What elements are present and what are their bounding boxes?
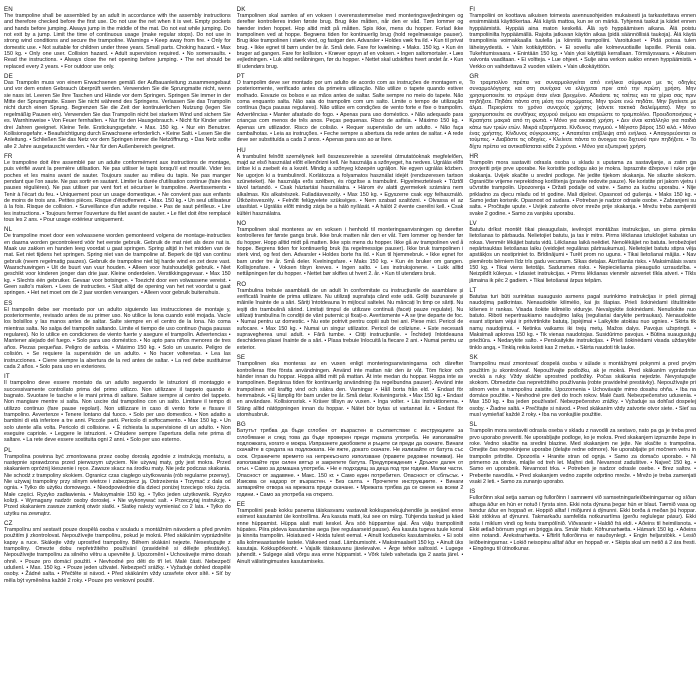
language-text: Batutu drīkst montēt tikai pieaugušais, ievērojot montāžas instrukcijas, un pirms pirmās lietošanas to pārbauda. Nelietojiet batutu, ja tas ir mitrs. Pirms lēkšanas iztukšojiet kabatas un rokas. Vienmēr lēkājiet batuta vidū. Lēkšanas laikā neēdiet. Nenolēkājiet no batuta. Ierobežojiet nepārtrauktas lietošanas laiku (veidojiet regulāras pārtraukumus). Nelietojiet batutu stipra vēja apstākļos un nostipriniet to. Brīdinājumi • Turēt prom no uguns. • Tikai lietošanai mājās. • Nav piemērots bērniem līdz trīs gadu vecumam. Sīkas detaļas. Aizrīšanās risks. • Maksimālais svars 150 kg. • Tikai viens lietotājs. Sadursmes risks. • Nepieciešama pieaugušo uzraudzība. • Neizpildīt kūleņus. • Izlasiet instrukcijas. • Pirms lēkšanas vienmēr aizveriet tīkla atveri. • Tīkls jāmaina ik pēc 2 gadiem. • Tikai lietošanai ārpus telpām. — [469, 226, 697, 284]
language-block — [237, 354, 464, 418]
language-code: SL — [469, 421, 478, 429]
language-code: IT — [4, 373, 10, 381]
language-text: Le trampoline doit être assemblé par un adulte conformément aux instructions de montage, puis vérifié avant la première utilisation. Ne pas utiliser le tapis lorsqu'il est mouillé. Vider les poches et les mains avant de sauter. Toujours sauter au milieu du tapis. Ne pas manger pendant que l'on saute. Ne pas sortir en sautant. Limiter la durée d'utilisation continue (faire des pauses régulières). Ne pas utiliser par vent fort et sécuriser le trampoline. Avertissements • Tenir à l'écart du feu. • Uniquement pour un usage domestique. • Ne convient pas aux enfants de moins de trois ans. Petites pièces. Risque d'étouffement. • Max. 150 kg. • Un seul utilisateur à la fois. Risque de collision. • Surveillance d'un adulte requise. • Pas de saut périlleux. • Lire les instructions. • Toujours fermer l'ouverture du filet avant de sauter. • Le filet doit être remplacé tous les 2 ans. • Pour usage extérieur uniquement. — [4, 159, 231, 223]
language-code: NL — [4, 226, 13, 234]
language-block — [4, 373, 231, 443]
language-code: BG — [236, 421, 246, 429]
language-text: Das Trampolin muss von einem Erwachsenen gemäß der Aufbauanleitung zusammengebaut und vor dem ersten Gebrauch überprüft werden. Verwenden Sie die Sprungmatte nicht, wenn sie nass ist. Leeren Sie Ihre Taschen und Hände vor dem Springen. Springen Sie immer in der Mitte der Sprungmatte. Essen Sie nicht während des Springens. Verlassen Sie das Trampolin nicht durch einen Sprung. Begrenzen Sie die Zeit der kontinuierlichen Nutzung (legen Sie regelmäßig Pausen ein). Verwenden Sie das Trampolin nicht bei starkem Wind und sichern Sie es. Warnhinweise • Von Feuer fernhalten. • Nur für den Hausgebrauch. • Nicht für Kinder unter drei Jahren geeignet. Kleine Teile. Erstickungsgefahr. • Max. 150 kg. • Nur ein Benutzer. Kollisionsgefahr. • Beaufsichtigung durch Erwachsene erforderlich. • Keine Salti. • Lesen Sie die Anleitung. • Schließen Sie das Netz vor dem Springen immer die Netzöffnung. • Das Netz sollte alle 2 Jahre ausgetauscht werden. • Nur für den Außenbereich geeignet. — [4, 80, 231, 150]
language-block — [469, 220, 696, 284]
language-text: Trampolinen ska monteras av en vuxen enligt monteringsanvisningarna och därefter kontrolleras före första användningen. Använd inte mattan när den är våt. Töm fickor och händer innan du hoppar. Hoppa alltid mitt på mattan. Ät inte medan du hoppar. Hoppa inte av trampolinen. Begränsa tiden för kontinuerlig användning (ta regelbundna pauser). Använd inte trampolinen vid kraftig vind och säkra den. Varningar • Håll borta från eld. • Endast för hemmabruk. • Ej lämplig för barn under tre år. Små delar. Kvävningsrisk. • Max 150 kg. • Endast en användare. Kollisionsrisk. • Kräver tillsyn av vuxen. • Inga volter. • Läs instruktionerna. • Stäng alltid nätöppningen innan du hoppar. • Nätet bör bytas ut vartannat år. • Endast för utomhusbruk. — [236, 361, 464, 418]
language-block — [469, 287, 696, 351]
language-text: Trambulina trebuie asamblată de un adult în conformitate cu instrucțiunile de asamblare și verificată înainte de prima utilizare. Nu utilizați suprafața când este udă. Goliți buzunarele și mâinile înainte de a sări. Săriți întotdeauna în mijlocul saltelei. Nu mâncați în timp ce săriți. Nu ieșiți din trambulină sărind. Limitați timpul de utilizare continuă (faceți pauze regulate). Nu utilizați trambulina în condiții de vânt puternic și fixați-o. Avertismente • A se ține departe de foc. • Numai pentru uz domestic. • Nu este potrivit pentru copiii sub trei ani. Piese mici. Pericol de sufocare. • Max 150 kg. • Numai un singur utilizator. Pericol de coliziune. • Este necesară supravegherea unui adult. • Fără tumbe. • Citiți instrucțiunile. • Închideți întotdeauna deschiderea plasei înainte de a sări. • Plasa trebuie înlocuită la fiecare 2 ani. • Numai pentru uz exterior. — [236, 287, 464, 351]
language-text: Trampolínu smí sestavit pouze dospělá osoba v souladu s montážním návodem a před prvním použitím ji zkontrolovat. Nepoužívejte trampolínu, pokud je mokrá. Před skákáním vyprázdněte kapsy a ruce. Skákejte vždy uprostřed trampolíny. Během skákání nejezte. Nesestupujte z trampolíny. Omezte dobu nepřetržitého používání (pravidelně si dělejte přestávky). Nepoužívejte trampolínu za silného větru a upevněte ji. Upozornění • Uchovávejte mimo dosah ohně. • Pouze pro domácí použití. • Nevhodné pro děti do tří let. Malé části. Nebezpečí udušení. • Max. 150 kg. • Pouze jeden uživatel. Nebezpečí srážky. • Vyžaduje dohled dospělé osoby. • Žádné salta. • Přečtěte si návod. • Před skákáním vždy uzavřete otvor sítě. • Síť by měla být vyměněna každé 2 roky. • Pouze pro venkovní použití. — [4, 527, 231, 584]
language-block — [237, 421, 464, 498]
language-text: Trampoliini on koottava aikuisen toimesta asennusohjeiden mukaisesti ja tarkastettava ennen ensimmäistä käyttökertaa. Älä käytä mattoa, kun se on märkä. Tyhjennä taskut ja kädet ennen hyppäämistä. Hyppää aina maton keskellä. Älä syö hyppäämisen aikana. Älä poistu trampoliinilta hyppäämällä. Rajoita jatkuvan käytön aikaa (pidä säännöllisiä taukoja). Älä käytä trampoliinia voimakkaalla tuulella ja kiinnitä trampoliini. Varoitukset • Pidä poissa tulen läheisyydestä. • Vain kotikäyttöön. • Ei sovellu alle kolmevuotiaille lapsille. Pieniä osia. Tukehtumisvaara. • Enintään 150 kg. • Vain yksi käyttäjä kerrallaan. Törmäysvaara. • Aikuisen valvonta vaaditaan. • Ei voltteja. • Lue ohjeet. • Sulje aina verkon aukko ennen hyppäämistä. • Verkko on vaihdettava 2 vuoden välein. • Vain ulkokäyttöön. — [469, 13, 697, 70]
language-text: The trampoline shall be assembled by an adult in accordance with the assembly instructions and therefore checked before the first use. Do not use the net when it is wet. Empty pockets and hands before jumping. Always jump in the middle of the mat. Do not eat while jumping. Do not exit by a jump. Limit the time of continuous usage (make regular stops). Do not use in strong wind conditions and secure the trampoline. Warnings • Keep away from fire. • Only for domestic use. • Not suitable for children under three years. Small parts. Choking hazard. • Max 150 kg. • Only one user. Collision hazard. • Adult supervision required. • No somersaults. • Read the instructions. • Always close the net opening before jumping. • The net should be replaced every 2 years. • For outdoor use only. — [4, 13, 231, 70]
language-code: LV — [469, 219, 477, 227]
language-code: FI — [469, 6, 476, 13]
language-text: A trambulint felnőtt személynek kell összeszerelnie a szerelési útmutatóoknak megfelelően, majd az első használat előtt ellenőrizni kell. Ne használja a szőnyeget, ha nedves. Ugrálás előtt ürítse ki a zsebeit és a kezét. Mindig a szőnyeg közepén ugráljon. Ne egyen ugrálás közben. Ne ugorjon ki a trambulinról. Korlátozza a folyamatos használat idejét (rendszeresen tartson szüneteket). Ne használja erős szélben, és rögzítse a trambulint. Figyelmeztetések • Tűztől távol tartandó. • Csak háztartási használatra. • Három év alatti gyermekek számára nem alkalmas. Kis alkatrészek. Fulladásveszély. • Max 150 kg. • Egyszerre csak egy felhasználó. Ütközésveszély. • Felnőtt felügyelete szükséges. • Nem szabad szaltózni. • Olvassa el az utasítást. • Ugrálás előtt mindig zárja be a háló nyílását. • A hálót 2 évente cserélni kell. • Csak kültéri használatra. — [236, 153, 464, 217]
language-code: GR — [469, 73, 479, 81]
language-block — [469, 488, 696, 552]
language-code: IS — [469, 488, 476, 496]
language-text: Il trampolino deve essere montato da un adulto seguendo le istruzioni di montaggio e successivamente controllato prima del primo utilizzo. Non utilizzare il tappeto quando è bagnato. Svuotare le tasche e le mani prima di saltare. Saltare sempre al centro del tappeto. Non mangiare mentre si salta. Non uscire dal trampolino con un salto. Limitare il tempo di utilizzo continuo (fare pause regolari). Non utilizzare in caso di vento forte e fissare il trampolino. Avvertenze • Tenere lontano dal fuoco. • Solo per uso domestico. • Non adatto a bambini di età inferiore a tre anni. Piccole parti. Pericolo di soffocamento. • Max 150 kg. • Un solo utente alla volta. Pericolo di collisione. • È richiesta la supervisione di un adulto. • Non eseguire capriole. • Leggere le istruzioni. • Chiudere sempre l'apertura della rete prima di saltare. • La rete deve essere sostituita ogni 2 anni. • Solo per uso esterno. — [4, 380, 231, 444]
language-text: O trampolim deve ser montado por um adulto de acordo com as instruções de montagem e, posteriormente, verificado antes da primeira utilização. Não utilize o tapete quando estiver molhado. Esvazie os bolsos e as mãos antes de saltar. Salte sempre no meio do tapete. Não coma enquanto salta. Não saia do trampolim com um salto. Limite o tempo de utilização contínua (faça pausas regulares). Não utilize em condições de vento forte e fixe o trampolim. Advertências • Manter afastado do fogo. • Apenas para uso doméstico. • Não adequado para crianças com menos de três anos. Peças pequenas. Risco de asfixia. • Máximo 150 kg. • Apenas um utilizador. Risco de colisão. • Requer supervisão de um adulto. • Não faça cambalhotas. • Leia as instruções. • Feche sempre a abertura da rede antes de saltar. • A rede deve ser substituída a cada 2 anos. • Apenas para uso ao ar livre. — [236, 80, 464, 144]
language-code: NO — [236, 219, 247, 227]
language-block — [4, 153, 231, 223]
language-code: ES — [4, 299, 13, 307]
language-code: EE — [236, 501, 246, 509]
language-block — [237, 6, 464, 70]
language-text: Το τραμπολίνο πρέπει να συναρμολογείται από ενήλικα σύμφωνα με τις οδηγίες συναρμολόγησης και στη συνέχεια να ελέγχεται πριν από την πρώτη χρήση. Μην χρησιμοποιείτε το στρώμα όταν είναι βρεγμένο. Αδειάστε τις τσέπες και τα χέρια σας πριν πηδήξετε. Πηδάτε πάντα στη μέση του στρώματος. Μην τρώτε ενώ πηδάτε. Μην βγαίνετε με άλμα. Περιορίστε το χρόνο συνεχούς χρήσης (κάνετε τακτικά διαλείμματα). Μην το χρησιμοποιείτε σε συνθήκες ισχυρού ανέμου και στερεώστε το τραμπολίνο. Προειδοποιήσεις • Κρατήστε μακριά από τη φωτιά. • Μόνο για οικιακή χρήση. • Δεν είναι κατάλληλο για παιδιά κάτω των τριών ετών. Μικρά εξαρτήματα. Κίνδυνος πνιγμού. • Μέγιστο βάρος 150 κιλά. • Μόνο ένας χρήστης. Κίνδυνος σύγκρουσης. • Απαιτείται επίβλεψη από ενήλικα. • Απαγορεύονται οι τούμπες. • Διαβάστε τις οδηγίες. • Κλείνετε πάντα το άνοιγμα του διχτυού πριν πηδήξετε. • Το δίχτυ πρέπει να αντικαθίσταται κάθε 2 χρόνια. • Μόνο για εξωτερική χρήση. — [469, 80, 697, 150]
language-text: Trampolin mora sastaviti odrasla osoba u skladu s uputama za sastavljanje, a zatim ga provjeriti prije prve uporabe. Ne koristite podlogu ako je mokra. Ispraznite džepove i ruke prije skakanja. Uvijek skačite u sredini podloge. Ne jedite tijekom skakanja. Ne silazite skokom. Ograničite vrijeme neprekidnog korištenja (pravite redovite pauze). Ne koristite pri jakom vjetru i učvrstite trampolin. Upozorenja • Držati podalje od vatre. • Samo za kućnu uporabu. • Nije prikladno za djecu mlađu od tri godine. Mali dijelovi. Opasnost od gušenja. • Maks 150 kg. • Samo jedan korisnik. Opasnost od sudara. • Potreban je nadzor odrasle osobe. • Zabranjeni su salta. • Pročitajte upute. • Uvijek zatvorite otvor mreže prije skakanja. • Mrežu treba zamijeniti svake 2 godine. • Samo za vanjsku uporabu. — [469, 159, 697, 217]
language-text: Trampolinen skal samles af en voksen i overensstemmelse med monteringsvejledningen og derefter kontrolleres inden første brug. Brug ikke måtten, når den er våd. Tøm lommer og hænder inden hoppet. Hop altid midt på måtten. Spis ikke, mens du hopper. Forlad ikke trampolinen ved at hoppe. Begræns tiden for kontinuerlig brug (hold regelmæssige pauser). Brug ikke trampolinen i stærk vind, og fastgør den. Advarsler • Holdes væk fra ild. • Kun til privat brug. • Ikke egnet til børn under tre år. Små dele. Fare for kvælning. • Maks. 150 kg. • Kun én bruger ad gangen. Fare for kollision. • Kræver opsyn af en voksen. • Ingen saltomortaler. • Læs vejledningen. • Luk altid netåbningen, før du hopper. • Nettet skal udskiftes hvert andet år. • Kun til udendørs brug. — [236, 13, 464, 70]
language-block — [469, 354, 696, 418]
language-text: Fullorðinn skal setja saman og fullorðinn í samræmi við samsetningarleiðbeiningarnar og síðan athuga áður en hún er notuð í fyrsta sinn. Ekki nota dýnuna þegar hún er blaut. Tæmið vasa og hendur áður en hoppað er. Hoppið alltaf í miðjunni á dýnunni. Ekki borða á meðan þú hoppar. Ekki stökkva af dýnunni. Takmarkaðu samfellda notkunartíma (gerðu reglulegar pásur). Ekki nota í miklum vindi og festu trampólínið. Viðvaranir • Haldið frá eldi. • Aðeins til heimilisnota. • Ekki ætlað börnum yngri en þriggja ára. Smáir hlutir. Köfnunarhætta. • Hámark 150 kg. • Aðeins einn notandi. Árekstrarhætta. • Eftirlit fullorðinna er nauðsynlegt. • Engin heljarstökk. • Lesið leiðbeiningarnar. • Lokið neisopinu alltaf áður en hoppað er. • Skipta skal um netið á 2 ára fresti. • Eingöngu til útinotkunar. — [469, 495, 697, 553]
language-block — [469, 421, 696, 485]
language-block — [469, 6, 696, 70]
language-text: Trampolinen skal monteres av en voksen i henhold til monteringsanvisningen og deretter kontrolleres før første gangs bruk. Ikke bruk matten når den er våt. Tøm lommer og hender før du hopper. Hopp alltid midt på matten. Ikke spis mens du hopper. Ikke gå av trampolinen ved å hoppe. Begrens tiden for kontinuerlig bruk (ta regelmessige pauser). Ikke bruk trampolinen i sterk vind, og fest den. Advarsler • Holdes borte fra ild. • Kun til hjemmebruk. • Ikke egnet for barn under tre år. Små deler. Kvelningsfare. • Maks 150 kg. • Kun én bruker om gangen. Kollisjonsfare. • Voksen tilsyn kreves. • Ingen salto. • Les instruksjonene. • Lukk alltid nettåpningen før du hopper. • Nettet bør skiftes ut hvert 2. år. • Kun til utendørs bruk. — [236, 226, 464, 278]
language-text: Trampoliini peab kokku panema täiskasvanu vastavalt kokkupanekujuhendile ja seejärel enne esimest kasutamist üle kontrollima. Ära kasuta matti, kui see on märg. Tühjenda taskud ja käed enne hüppamist. Hüppa alati mati keskel. Ära söö hüppamise ajal. Ära välju trampoliinilt hüpates. Piira pideva kasutamise aega (tee regulaarseid pause). Ära kasuta tugeva tuule korral ja kinnita trampoliin. Hoiatused • Hoida tulest eemal. • Ainult koduseks kasutamiseks. • Ei sobi alla kolmeaastastele lastele. Väikesed osad. Lämbumisoht. • Maksimaalselt 150 kg. • Ainult üks kasutaja. Kokkupõrkeoht. • Vajalik täiskasvanu järelevalve. • Ärge tehke saltosid. • Lugege juhendit. • Sulgege alati võrgu ava enne hüppamist. • Võrk tuleb vahetada iga 2 aasta järel. • Ainult välistingimustes kasutamiseks. — [236, 508, 464, 565]
column-middle — [237, 6, 464, 696]
language-block — [237, 281, 464, 351]
language-block — [237, 73, 464, 143]
language-block — [4, 6, 231, 70]
language-code: PL — [4, 446, 12, 454]
language-block — [4, 226, 231, 296]
language-code: SK — [469, 354, 478, 362]
language-text: El trampolín debe ser montado por un adulto siguiendo las instrucciones de montaje y, posteriormente, revisado antes de su primer uso. No utilice la lona cuando esté mojada. Vacíe los bolsillos y las manos antes de saltar. Salte siempre en el centro de la lona. No coma mientras salta. No salga del trampolín saltando. Limite el tiempo de uso continuo (haga pausas regulares). No lo utilice en condiciones de viento fuerte y asegure el trampolín. Advertencias • Mantener alejado del fuego. • Solo para uso doméstico. • No apto para niños menores de tres años. Piezas pequeñas. Peligro de asfixia. • Máximo 150 kg. • Solo un usuario. Peligro de colisión. • Se requiere la supervisión de un adulto. • No hacer volteretas. • Lea las instrucciones. • Cierre siempre la abertura de la red antes de saltar. • La red debe sustituirse cada 2 años. • Solo para uso en exteriores. — [4, 306, 231, 370]
language-code: SE — [236, 354, 246, 362]
language-code: EN — [4, 6, 13, 13]
instruction-sheet — [4, 6, 696, 696]
language-code: LT — [469, 287, 477, 295]
language-text: Trampolina powinna być zmontowana przez osobę dorosłą zgodnie z instrukcją montażu, a następnie sprawdzona przed pierwszym użyciem. Nie używaj maty, gdy jest mokra. Przed skakaniem opróżnij kieszenie i ręce. Zawsze skacz na środku maty. Nie jedz podczas skakania. Nie schodź z trampoliny skokiem. Ogranicz czas ciągłego użytkowania (rób regularne przerwy). Nie używaj trampoliny przy silnym wietrze i zabezpiecz ją. Ostrzeżenia • Trzymać z dala od ognia. • Tylko do użytku domowego. • Nieodpowiednie dla dzieci poniżej trzeciego roku życia. Małe części. Ryzyko zadławienia. • Maksymalnie 150 kg. • Tylko jeden użytkownik. Ryzyko kolizji. • Wymagany nadzór osoby dorosłej. • Nie wykonywać salt. • Przeczytaj instrukcję. • Przed skakaniem zawsze zamknij otwór siatki. • Siatkę należy wymieniać co 2 lata. • Tylko do użytku na zewnątrz. — [4, 453, 231, 517]
language-code: RO — [236, 280, 247, 288]
language-block — [237, 501, 464, 565]
language-block — [237, 220, 464, 278]
language-code: CZ — [4, 520, 13, 528]
language-block — [4, 520, 231, 584]
language-code: FR — [4, 152, 13, 160]
language-text: Батутът трябва да бъде сглобен от възрастен в съответствие с инструкциите за сглобяване и след това да бъде проверен преди първата употреба. Не използвайте подложката, когато е мокра. Изпразнете джобовете и ръцете си преди да скачате. Винаги скачайте в средата на подложката. Не яжте, докато скачате. Не излизайте от батута със скок. Ограничете времето на непрекъснато използване (правете редовни почивки). Не използвайте при силен вятър и закрепете батута. Предупреждения • Дръжте далеч от огън. • Само за домашна употреба. • Не е подходящ за деца под три години. Малки части. Опасност от задавяне. • Макс. 150 кг. • Само един потребител. Опасност от сблъсък. • Изисква се надзор от възрастен. • Без салта. • Прочетете инструкциите. • Винаги затваряйте отвора на мрежата преди скачане. • Мрежата трябва да се сменя на всеки 2 години. • Само за употреба на открито. — [236, 428, 464, 498]
language-block — [4, 300, 231, 370]
language-code: DE — [4, 73, 13, 81]
language-block — [469, 73, 696, 150]
language-block — [237, 147, 464, 217]
language-text: Batutas turi būti surinktas suaugusio asmens pagal surinkimo instrukcijas ir prieš pirmąjį naudojimą patikrintas. Nenaudokite kilimėlio, kai jis šlapias. Prieš šokinėdami ištuštinkite kišenes ir rankas. Visada šokite kilimėlio viduryje. Nevalgykite šokinėdami. Nenušokite nuo batuto. Riboti nepertraukiamo naudojimo laiką (reguliariai darykite pertraukas). Nenaudokite esant stipriam vėjui ir pritvirtinkite batutą. Įspėjimai • Laikykite atokiau nuo ugnies. • Skirta tik namų naudojimui. • Netinka vaikams iki trejų metų. Mažos dalys. Pavojus užspringti. • Maksimali apkrova 150 kg. • Tik vienas naudotojas. Susidūrimo pavojus. • Būtina suaugusiųjų priežiūra. • Nedarykite salto. • Perskaitykite instrukcijas. • Prieš šokinėdami visada uždarykite tinklo angą. • Tinklą reikia keisti kas 2 metus. • Skirta naudoti tik lauke. — [469, 294, 697, 351]
language-code: HR — [469, 152, 479, 160]
language-code: PT — [236, 73, 245, 81]
language-block — [4, 447, 231, 517]
language-block — [469, 153, 696, 217]
language-block — [4, 73, 231, 150]
language-text: Trampolin mora sestaviti odrasla oseba v skladu z navodili za sestavo, nato pa ga je treba pred prvo uporabo preveriti. Ne uporabljajte podloge, ko je mokra. Pred skakanjem izpraznite žepe in roke. Vedno skačite na sredini blazine. Med skakanjem ne jejte. Ne skačite s trampolina. Omejite čas neprekinjene uporabe (delajte redne odmore). Ne uporabljajte pri močnem vetru in trampolin pritrdite. Opozorila • Hranite stran od ognja. • Samo za domačo uporabo. • Ni primerno za otroke, mlajše od treh let. Majhni deli. Nevarnost zadušitve. • Največ 150 kg. • Samo en uporabnik. Nevarnost trka. • Potreben je nadzor odrasle osebe. • Brez saltov. • Preberite navodila. • Pred skakanjem vedno zaprite odprtino mreže. • Mrežo je treba zamenjati vsaki 2 leti. • Samo za zunanjo uporabo. — [469, 428, 697, 485]
language-text: Trampolínu musí zmontovať dospelá osoba v súlade s montážnymi pokynmi a pred prvým použitím ju skontrolovať. Nepoužívajte podložku, ak je mokrá. Pred skákaním vyprázdnite vrecká a ruky. Vždy skáčte uprostred podložky. Počas skákania nejedzte. Nevystupujte skokom. Obmedzte čas nepretržitého používania (robte pravidelné prestávky). Nepoužívajte pri silnom vetre a trampolínu zaistite. Upozornenia • Uchovávajte mimo dosahu ohňa. • Iba na domáce použitie. • Nevhodné pre deti do troch rokov. Malé časti. Nebezpečenstvo udusenia. • Max 150 kg. • Iba jeden používateľ. Nebezpečenstvo zrážky. • Vyžaduje sa dohľad dospelej osoby. • Žiadne saltá. • Prečítajte si návod. • Pred skákaním vždy zatvorte otvor siete. • Sieť sa musí vymieňať každé 2 roky. • Iba na vonkajšie použitie. — [469, 361, 697, 418]
column-right — [469, 6, 696, 696]
language-code: HU — [236, 146, 246, 154]
language-code: DK — [236, 6, 246, 13]
language-text: De trampoline moet door een volwassene worden gemonteerd volgens de montage-instructies en daarna worden gecontroleerd vóór het eerste gebruik. Gebruik de mat niet als deze nat is. Maak uw zakken en handen leeg voordat u gaat springen. Spring altijd in het midden van de mat. Eet niet tijdens het springen. Spring niet van de trampoline af. Beperk de tijd van continu gebruik (neem regelmatig pauzes). Gebruik de trampoline niet bij harde wind en zet deze vast. Waarschuwingen • Uit de buurt van vuur houden. • Alleen voor huishoudelijk gebruik. • Niet geschikt voor kinderen jonger dan drie jaar. Kleine onderdelen. Verstikkingsgevaar. • Max 150 kg. • Slechts één gebruiker. Gevaar voor botsingen. • Toezicht door een volwassene vereist. • Geen salto's maken. • Lees de instructies. • Sluit altijd de opening van het net voordat u gaat springen. • Het net moet om de 2 jaar worden vervangen. • Alleen voor gebruik buitenshuis. — [4, 233, 231, 297]
column-left — [4, 6, 231, 696]
